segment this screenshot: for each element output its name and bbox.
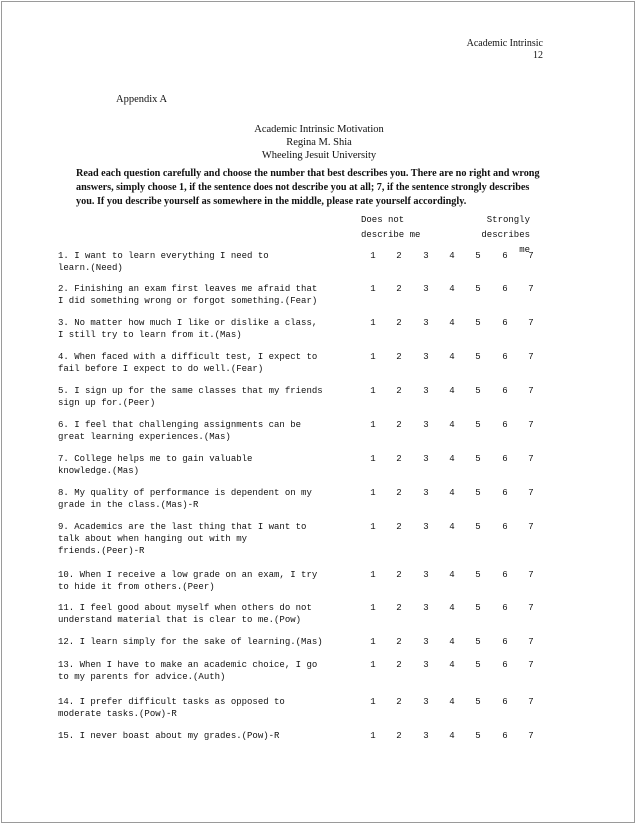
- rating-option-5[interactable]: 5: [475, 603, 481, 613]
- scale-low-label: Does not describe me: [361, 215, 421, 240]
- rating-option-2[interactable]: 2: [396, 251, 402, 261]
- rating-option-2[interactable]: 2: [396, 570, 402, 580]
- rating-option-7[interactable]: 7: [528, 570, 534, 580]
- rating-option-5[interactable]: 5: [475, 660, 481, 670]
- question-text-line: understand material that is clear to me.(Pow): [58, 615, 302, 626]
- rating-option-3[interactable]: 3: [423, 570, 429, 580]
- rating-option-5[interactable]: 5: [475, 637, 481, 647]
- rating-option-5[interactable]: 5: [475, 697, 481, 707]
- rating-option-2[interactable]: 2: [396, 318, 402, 328]
- rating-option-7[interactable]: 7: [528, 420, 534, 430]
- rating-option-1[interactable]: 1: [370, 731, 376, 741]
- question-text-line: moderate tasks.(Pow)-R: [58, 709, 177, 720]
- rating-option-1[interactable]: 1: [370, 660, 376, 670]
- question-text-line: 1. I want to learn everything I need to: [58, 251, 269, 261]
- rating-option-4[interactable]: 4: [449, 318, 455, 328]
- rating-option-6[interactable]: 6: [502, 420, 508, 430]
- rating-option-7[interactable]: 7: [528, 454, 534, 464]
- question-6: [58, 419, 358, 443]
- rating-option-5[interactable]: 5: [475, 454, 481, 464]
- question-12: [58, 636, 358, 648]
- question-1: [58, 250, 358, 274]
- question-text-line: 9. Academics are the last thing that I want to: [58, 522, 307, 532]
- rating-option-6[interactable]: 6: [502, 522, 508, 532]
- question-text-line: fail before I expect to do well.(Fear): [58, 364, 264, 375]
- survey-title: Academic Intrinsic Motivation: [254, 124, 384, 135]
- question-text-line: great learning experiences.(Mas): [58, 432, 231, 443]
- question-4: [58, 351, 358, 375]
- question-text-line: knowledge.(Mas): [58, 466, 140, 477]
- rating-option-7[interactable]: 7: [528, 251, 534, 261]
- rating-option-2[interactable]: 2: [396, 386, 402, 396]
- institution: Wheeling Jesuit University: [261, 150, 377, 161]
- rating-option-3[interactable]: 3: [423, 603, 429, 613]
- rating-option-1[interactable]: 1: [370, 637, 376, 647]
- rating-option-4[interactable]: 4: [449, 488, 455, 498]
- rating-option-5[interactable]: 5: [475, 386, 481, 396]
- rating-option-5[interactable]: 5: [475, 488, 481, 498]
- rating-option-2[interactable]: 2: [396, 660, 402, 670]
- rating-option-3[interactable]: 3: [423, 386, 429, 396]
- question-10: [58, 569, 358, 593]
- question-14: [58, 696, 358, 720]
- rating-option-6[interactable]: 6: [502, 251, 508, 261]
- rating-option-3[interactable]: 3: [423, 352, 429, 362]
- question-text-line: 12. I learn simply for the sake of learning.(Mas): [58, 637, 323, 647]
- question-text-line: 10. When I receive a low grade on an exam, I try: [58, 570, 318, 580]
- rating-option-7[interactable]: 7: [528, 603, 534, 613]
- rating-option-3[interactable]: 3: [423, 454, 429, 464]
- rating-option-3[interactable]: 3: [423, 522, 429, 532]
- rating-option-7[interactable]: 7: [528, 284, 534, 294]
- rating-option-2[interactable]: 2: [396, 603, 402, 613]
- question-11: [58, 602, 358, 626]
- question-15: [58, 730, 358, 742]
- question-text-line: learn.(Need): [58, 263, 123, 274]
- rating-option-6[interactable]: 6: [502, 637, 508, 647]
- rating-option-4[interactable]: 4: [449, 386, 455, 396]
- rating-option-4[interactable]: 4: [449, 697, 455, 707]
- question-5: [58, 385, 358, 409]
- question-text-line: 11. I feel good about myself when others do not: [58, 603, 312, 613]
- rating-option-6[interactable]: 6: [502, 660, 508, 670]
- question-text-line: 15. I never boast about my grades.(Pow)-R: [58, 731, 280, 741]
- question-text-line: 2. Finishing an exam first leaves me afraid that: [58, 284, 318, 294]
- rating-option-7[interactable]: 7: [528, 697, 534, 707]
- rating-option-4[interactable]: 4: [449, 251, 455, 261]
- rating-option-1[interactable]: 1: [370, 352, 376, 362]
- question-text-line: 13. When I have to make an academic choice, I go: [58, 660, 318, 670]
- rating-option-2[interactable]: 2: [396, 731, 402, 741]
- rating-option-1[interactable]: 1: [370, 488, 376, 498]
- rating-option-7[interactable]: 7: [528, 660, 534, 670]
- question-text-line: 14. I prefer difficult tasks as opposed to: [58, 697, 285, 707]
- scale-high-label: Strongly describes me: [481, 215, 530, 255]
- question-8: [58, 487, 358, 511]
- rating-option-7[interactable]: 7: [528, 318, 534, 328]
- rating-option-6[interactable]: 6: [502, 603, 508, 613]
- rating-option-3[interactable]: 3: [423, 731, 429, 741]
- question-3: [58, 317, 358, 341]
- question-text-line: 8. My quality of performance is dependent on my: [58, 488, 312, 498]
- rating-option-7[interactable]: 7: [528, 352, 534, 362]
- rating-option-7[interactable]: 7: [528, 637, 534, 647]
- question-text-line: I still try to learn from it.(Mas): [58, 330, 242, 341]
- rating-option-2[interactable]: 2: [396, 637, 402, 647]
- rating-option-6[interactable]: 6: [502, 488, 508, 498]
- rating-option-5[interactable]: 5: [475, 352, 481, 362]
- rating-option-4[interactable]: 4: [449, 731, 455, 741]
- rating-option-6[interactable]: 6: [502, 454, 508, 464]
- rating-option-1[interactable]: 1: [370, 251, 376, 261]
- rating-option-2[interactable]: 2: [396, 697, 402, 707]
- question-text-line: sign up for.(Peer): [58, 398, 156, 409]
- author-name: Regina M. Shia: [286, 137, 352, 148]
- question-text-line: I did something wrong or forgot something.(Fear): [58, 296, 318, 307]
- rating-option-4[interactable]: 4: [449, 660, 455, 670]
- question-text-line: 7. College helps me to gain valuable: [58, 454, 253, 464]
- rating-option-1[interactable]: 1: [370, 454, 376, 464]
- rating-option-6[interactable]: 6: [502, 731, 508, 741]
- question-text-line: 5. I sign up for the same classes that my friends: [58, 386, 323, 396]
- question-text-line: grade in the class.(Mas)-R: [58, 500, 199, 511]
- rating-option-1[interactable]: 1: [370, 522, 376, 532]
- rating-option-4[interactable]: 4: [449, 284, 455, 294]
- question-9: [58, 521, 358, 558]
- rating-option-1[interactable]: 1: [370, 318, 376, 328]
- question-text-line: talk about when hanging out with my: [58, 534, 248, 545]
- rating-option-7[interactable]: 7: [528, 386, 534, 396]
- rating-option-3[interactable]: 3: [423, 284, 429, 294]
- rating-option-4[interactable]: 4: [449, 522, 455, 532]
- rating-option-1[interactable]: 1: [370, 284, 376, 294]
- rating-option-2[interactable]: 2: [396, 488, 402, 498]
- rating-option-5[interactable]: 5: [475, 318, 481, 328]
- question-7: [58, 453, 358, 477]
- rating-option-3[interactable]: 3: [423, 697, 429, 707]
- rating-option-6[interactable]: 6: [502, 318, 508, 328]
- rating-option-2[interactable]: 2: [396, 454, 402, 464]
- rating-option-3[interactable]: 3: [423, 488, 429, 498]
- rating-option-3[interactable]: 3: [423, 420, 429, 430]
- rating-option-1[interactable]: 1: [370, 386, 376, 396]
- title-block: [0, 123, 638, 162]
- rating-option-7[interactable]: 7: [528, 731, 534, 741]
- rating-option-2[interactable]: 2: [396, 352, 402, 362]
- rating-option-3[interactable]: 3: [423, 637, 429, 647]
- appendix-label: Appendix A: [116, 94, 168, 105]
- rating-option-3[interactable]: 3: [423, 251, 429, 261]
- question-text-line: friends.(Peer)-R: [58, 546, 145, 557]
- question-text-line: to my parents for advice.(Auth): [58, 672, 226, 683]
- instructions: Read each question carefully and choose the number that best describes you. There are no right and wrong answers, simply choose 1, if the sentence does not describe you at all; 7, if the sentence strongly describes you. If you describe yourself as somewhere in the middle, please rate yourself accordingly.: [76, 168, 540, 207]
- rating-option-4[interactable]: 4: [449, 352, 455, 362]
- question-text-line: to hide it from others.(Peer): [58, 582, 215, 593]
- question-2: [58, 283, 358, 307]
- rating-option-4[interactable]: 4: [449, 420, 455, 430]
- rating-option-4[interactable]: 4: [449, 570, 455, 580]
- rating-option-3[interactable]: 3: [423, 660, 429, 670]
- page-number: 12: [533, 50, 543, 61]
- rating-option-6[interactable]: 6: [502, 352, 508, 362]
- rating-option-2[interactable]: 2: [396, 522, 402, 532]
- rating-option-6[interactable]: 6: [502, 570, 508, 580]
- question-text-line: 3. No matter how much I like or dislike a class,: [58, 318, 318, 328]
- rating-option-2[interactable]: 2: [396, 420, 402, 430]
- question-text-line: 4. When faced with a difficult test, I expect to: [58, 352, 318, 362]
- rating-option-1[interactable]: 1: [370, 570, 376, 580]
- rating-option-2[interactable]: 2: [396, 284, 402, 294]
- running-title: Academic Intrinsic: [466, 38, 543, 49]
- rating-option-5[interactable]: 5: [475, 251, 481, 261]
- rating-option-1[interactable]: 1: [370, 603, 376, 613]
- rating-option-5[interactable]: 5: [475, 570, 481, 580]
- rating-option-5[interactable]: 5: [475, 284, 481, 294]
- rating-option-6[interactable]: 6: [502, 284, 508, 294]
- rating-option-3[interactable]: 3: [423, 318, 429, 328]
- rating-option-4[interactable]: 4: [449, 637, 455, 647]
- rating-option-7[interactable]: 7: [528, 522, 534, 532]
- question-13: [58, 659, 358, 683]
- rating-option-6[interactable]: 6: [502, 697, 508, 707]
- rating-option-1[interactable]: 1: [370, 420, 376, 430]
- rating-option-5[interactable]: 5: [475, 420, 481, 430]
- rating-option-4[interactable]: 4: [449, 454, 455, 464]
- rating-option-6[interactable]: 6: [502, 386, 508, 396]
- rating-option-5[interactable]: 5: [475, 731, 481, 741]
- rating-option-7[interactable]: 7: [528, 488, 534, 498]
- rating-option-5[interactable]: 5: [475, 522, 481, 532]
- question-text-line: 6. I feel that challenging assignments can be: [58, 420, 302, 430]
- rating-option-1[interactable]: 1: [370, 697, 376, 707]
- running-head: [467, 38, 543, 62]
- rating-option-4[interactable]: 4: [449, 603, 455, 613]
